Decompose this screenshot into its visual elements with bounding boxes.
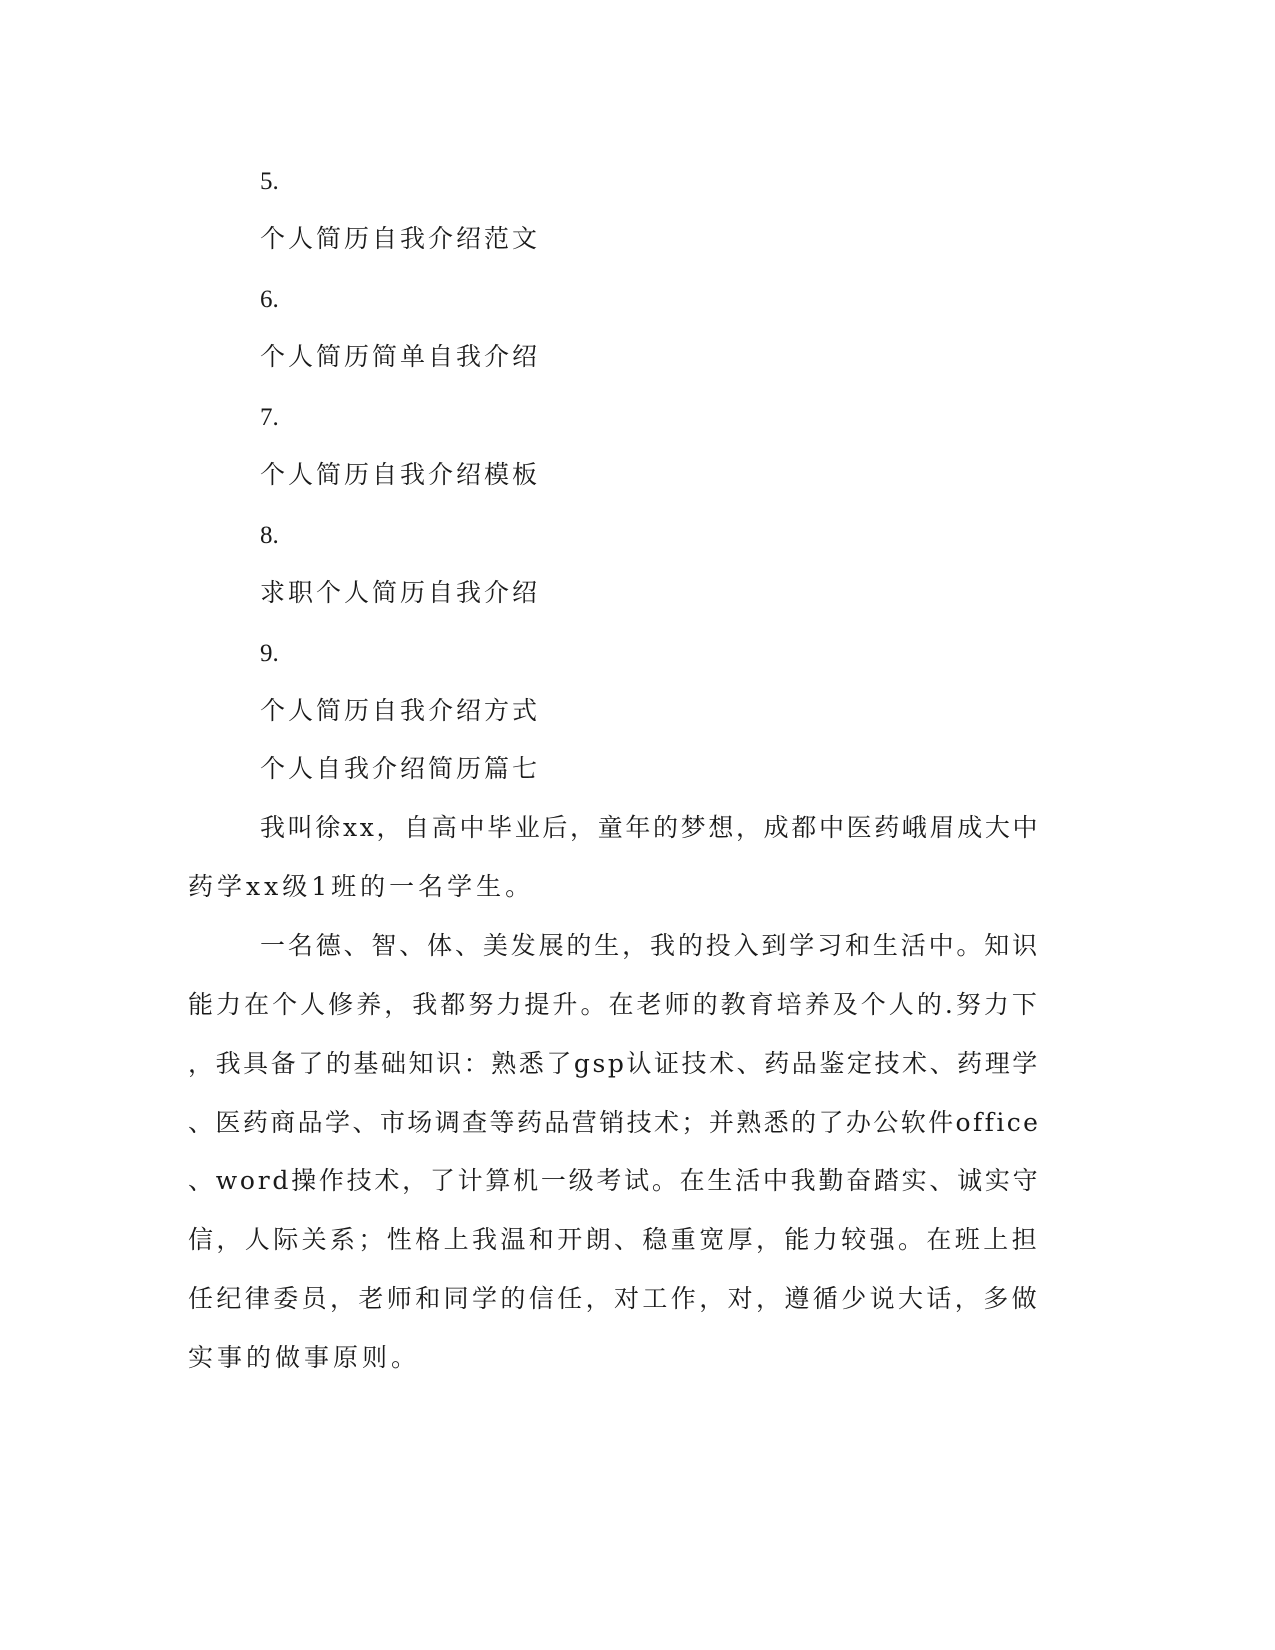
paragraph-line: 一名德、智、体、美发展的生，我的投入到学习和生活中。知识: [260, 931, 1041, 960]
paragraph-line: 、医药商品学、市场调查等药品营销技术；并熟悉的了办公软件office: [188, 1108, 1041, 1137]
list-item-title: 个人简历简单自我介绍: [260, 342, 541, 371]
list-item-title: 求职个人简历自我介绍: [260, 578, 541, 607]
paragraph-line: 能力在个人修养，我都努力提升。在老师的教育培养及个人的.努力下: [188, 990, 1040, 1019]
list-item-number: 9.: [260, 640, 279, 667]
paragraph-line: 、word操作技术，了计算机一级考试。在生活中我勤奋踏实、诚实守: [188, 1166, 1041, 1195]
list-item-title: 个人简历自我介绍方式: [260, 696, 541, 725]
paragraph-line: 我叫徐xx，自高中毕业后，童年的梦想，成都中医药峨眉成大中: [260, 813, 1041, 842]
paragraph-line: 信，人际关系；性格上我温和开朗、稳重宽厚，能力较强。在班上担: [188, 1225, 1041, 1254]
section-heading: 个人自我介绍简历篇七: [260, 754, 541, 783]
list-item-title: 个人简历自我介绍范文: [260, 224, 541, 253]
list-item-title: 个人简历自我介绍模板: [260, 460, 541, 489]
list-item-number: 6.: [260, 286, 279, 313]
paragraph-line: 实事的做事原则。: [188, 1343, 421, 1372]
list-item-number: 5.: [260, 168, 279, 195]
paragraph-line: ，我具备了的基础知识：熟悉了gsp认证技术、药品鉴定技术、药理学: [188, 1049, 1040, 1078]
paragraph-line: 药学xx级1班的一名学生。: [188, 872, 535, 901]
list-item-number: 8.: [260, 522, 279, 549]
list-item-number: 7.: [260, 404, 279, 431]
paragraph-line: 任纪律委员，老师和同学的信任，对工作，对，遵循少说大话，多做: [188, 1284, 1041, 1313]
